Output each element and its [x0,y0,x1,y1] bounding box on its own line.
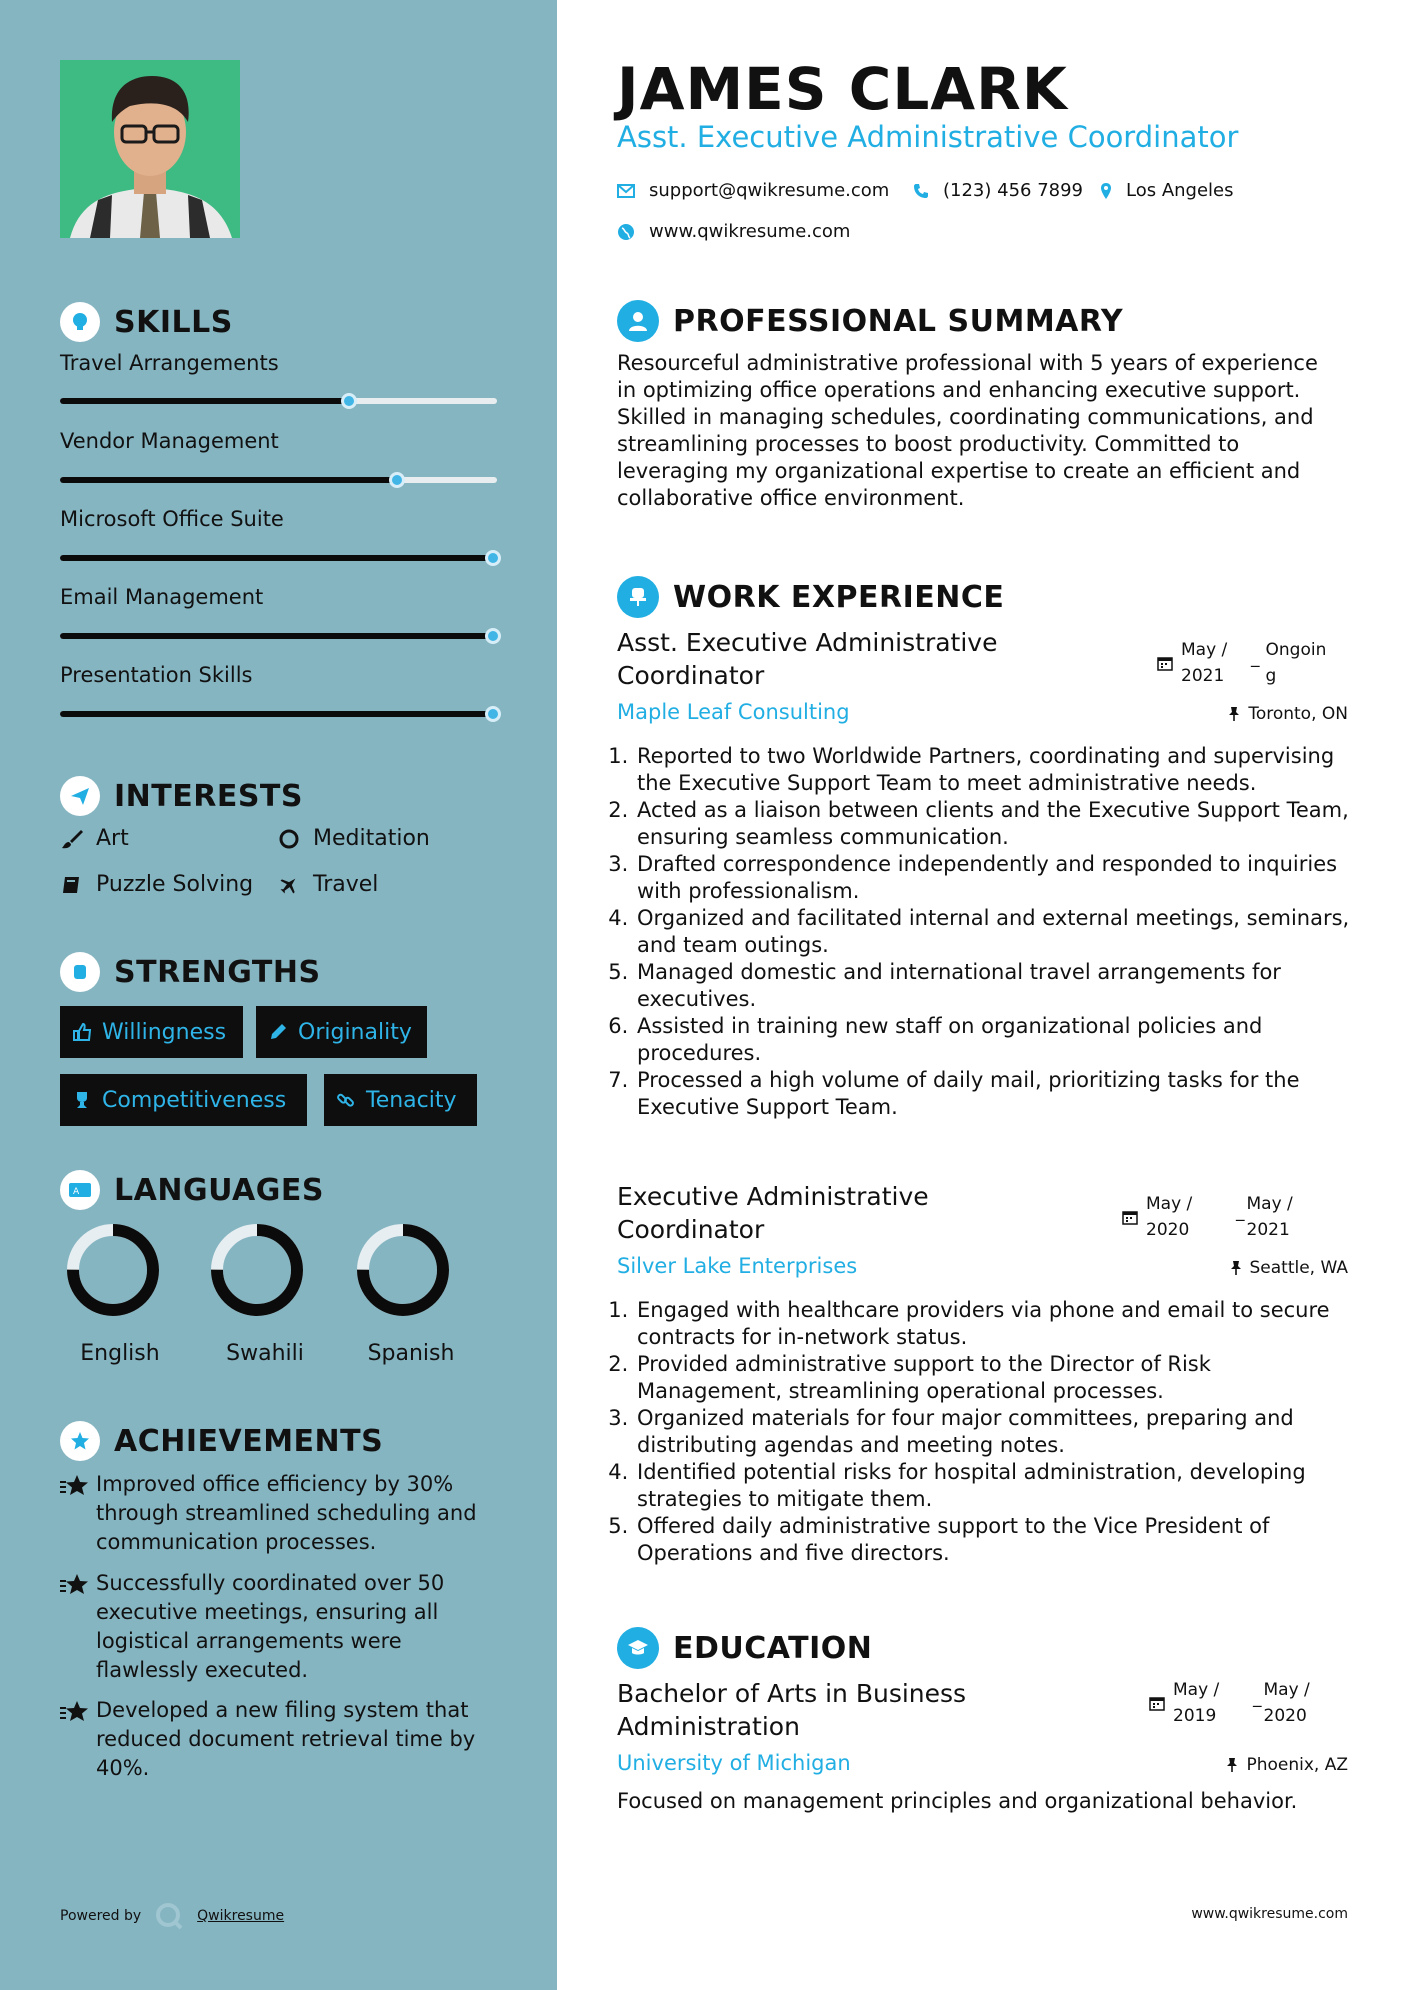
globe-icon [617,223,635,241]
duty-item: 2. Provided administrative support to the Director of Risk Management, streamlining operational processes. [635,1351,1357,1405]
star-badge-icon [60,1421,100,1461]
experience-header [617,575,1004,619]
skill-knob [485,550,501,566]
duty-item: 1. Reported to two Worldwide Partners, coordinating and supervising the Executive Support Team to meet administrative needs. [635,743,1357,797]
achievement-item [60,1696,500,1783]
pushpin-icon [1228,706,1240,722]
skill-label: Presentation Skills [60,663,253,687]
education-description: Focused on management principles and organizational behavior. [617,1789,1298,1813]
language-ring [202,1215,312,1329]
pushpin-icon [1230,1260,1242,1276]
contact-phone[interactable] [913,180,1083,201]
candidate-name: JAMES CLARK [617,55,1068,123]
powered-by-text: Powered by [60,1908,142,1924]
trophy-icon [72,1090,92,1110]
summary-title: PROFESSIONAL SUMMARY [673,303,1124,339]
skill-label: Travel Arrangements [60,351,279,375]
job-location [1230,1258,1349,1278]
education-degree: Bachelor of Arts in Business Administration [617,1679,967,1741]
skill-knob [485,628,501,644]
interest-label: Travel [313,872,379,897]
duty-item: 4. Organized and facilitated internal and external meetings, seminars, and team outings. [635,905,1357,959]
achievements-title: ACHIEVEMENTS [114,1423,384,1459]
job-location [1228,704,1348,724]
strength-label: Originality [298,1019,412,1045]
language-ring-graphic [58,1215,168,1325]
contact-website-text: www.qwikresume.com [649,221,851,242]
duty-item: 3. Drafted correspondence independently and responded to inquiries with professionalism. [635,851,1357,905]
skill-label: Microsoft Office Suite [60,507,284,531]
skill-bar [60,555,497,561]
duty-item: 7. Processed a high volume of daily mail, prioritizing tasks for the Executive Support Team. [635,1067,1357,1121]
job-start-date: May / 2020 [1146,1194,1193,1240]
job-dates [1157,637,1338,689]
education-header [617,1626,872,1670]
footer-website-link[interactable]: www.qwikresume.com [1191,1906,1348,1922]
languages-header [60,1168,324,1212]
duty-item: 3. Organized materials for four major committees, preparing and distributing agendas and meeting notes. [635,1405,1357,1459]
candidate-title: Asst. Executive Administrative Coordinator [617,120,1239,154]
contact-email-text: support@qwikresume.com [649,180,890,201]
language-card-icon [60,1170,100,1210]
skill-knob [389,472,405,488]
summary-header [617,299,1123,343]
education-title: EDUCATION [673,1630,873,1666]
strength-tag [256,1006,427,1058]
education-dates [1149,1677,1324,1729]
experience-title: WORK EXPERIENCE [673,579,1005,615]
interest-label: Puzzle Solving [96,872,254,897]
duty-item: 6. Assisted in training new staff on organizational policies and procedures. [635,1013,1357,1067]
skill-label: Email Management [60,585,264,609]
contact-email[interactable] [617,180,889,201]
interest-item [277,826,430,851]
star-icon [60,1470,96,1557]
interest-label: Meditation [313,826,430,851]
phone-icon [913,183,929,199]
lightbulb-icon [60,302,100,342]
achievement-text: Developed a new filing system that reduced document retrieval time by 40%. [96,1698,476,1780]
svg-text:A: A [73,1187,80,1197]
graduation-icon [617,1627,659,1669]
user-icon [617,300,659,342]
brush-icon [60,827,84,851]
job-end-date: May / 2021 [1246,1194,1293,1240]
education-school: University of Michigan [617,1751,851,1775]
plane-icon [277,873,301,897]
interest-item [60,872,253,897]
skill-label: Vendor Management [60,429,279,453]
job-dates [1122,1191,1307,1243]
job-duties [617,743,1357,1121]
skill-knob [341,393,357,409]
languages-title: LANGUAGES [114,1172,324,1208]
achievements-header [60,1419,383,1463]
language-label: English [80,1341,160,1366]
job-location-text: Toronto, ON [1248,704,1348,724]
language-label: Spanish [367,1341,455,1366]
interests-header [60,774,303,818]
job-company: Silver Lake Enterprises [617,1254,858,1278]
skill-bar [60,711,497,717]
interest-item [60,826,129,851]
calendar-icon [1149,1693,1165,1719]
strength-label: Tenacity [366,1087,457,1113]
job-end-date: Ongoin g [1265,640,1327,686]
date-separator: _ [1251,648,1260,668]
calendar-icon [1157,653,1173,679]
skill-bar [60,633,497,639]
date-separator: _ [1253,1688,1262,1708]
achievement-text: Improved office efficiency by 30% through streamlined scheduling and communication processes. [96,1472,477,1554]
duty-item: 4. Identified potential risks for hospital administration, developing strategies to mitigate them. [635,1459,1357,1513]
education-location [1226,1755,1348,1775]
job-role: Asst. Executive Administrative Coordinator [617,628,998,690]
date-separator: _ [1236,1202,1245,1222]
strength-label: Competitiveness [102,1087,287,1113]
duty-item: 5. Managed domestic and international travel arrangements for executives. [635,959,1357,1013]
education-start-date: May / 2019 [1173,1680,1220,1726]
envelope-icon [617,184,635,198]
duty-item: 2. Acted as a liaison between clients and the Executive Support Team, ensuring seamless communication. [635,797,1357,851]
strength-tag [324,1074,477,1126]
interest-item [277,872,378,897]
duty-item: 5. Offered daily administrative support to the Vice President of Operations and five directors. [635,1513,1357,1567]
profile-photo [60,60,240,238]
qwikresume-logo-icon [155,1902,183,1930]
education-end-date: May / 2020 [1263,1680,1310,1726]
summary-text: Resourceful administrative professional with 5 years of experience in optimizing office operations and enhancing executive support. Skilled in managing schedules, coordinating communications, and streamlining processes to boost productivity. Committed to leveraging my organizational expertise to create an efficient and collaborative office environment. [617,351,1318,510]
strengths-title: STRENGTHS [114,954,321,990]
map-pin-icon [1100,182,1112,200]
achievement-item [60,1470,500,1557]
thumbs-up-icon [72,1022,92,1042]
calendar-icon [1122,1207,1138,1233]
job-start-date: May / 2021 [1181,640,1228,686]
pencil-icon [268,1022,288,1042]
language-label: Swahili [226,1341,304,1366]
language-ring-graphic [348,1215,458,1325]
language-ring-graphic [202,1215,312,1325]
office-chair-icon [617,576,659,618]
skill-bar [60,477,497,483]
education-location-text: Phoenix, AZ [1246,1755,1348,1775]
achievement-text: Successfully coordinated over 50 executive meetings, ensuring all logistical arrangements were flawlessly executed. [96,1571,445,1682]
circle-icon [277,827,301,851]
interest-label: Art [96,826,129,851]
job-company: Maple Leaf Consulting [617,700,850,724]
contact-location [1100,180,1234,201]
link-icon [336,1090,356,1110]
contact-location-text: Los Angeles [1126,180,1234,201]
strength-tag [60,1006,243,1058]
contact-phone-text: (123) 456 7899 [943,180,1084,201]
skill-bar [60,398,497,404]
job-location-text: Seattle, WA [1249,1258,1348,1278]
strengths-header [60,950,321,994]
strength-tag [60,1074,307,1126]
skills-title: SKILLS [114,304,233,340]
duty-item: 1. Engaged with healthcare providers via phone and email to secure contracts for in-network status. [635,1297,1357,1351]
powered-by [60,1902,284,1930]
job-duties [617,1297,1357,1567]
language-ring [58,1215,168,1329]
star-icon [60,1696,96,1783]
strength-label: Willingness [102,1019,227,1045]
job-role: Executive Administrative Coordinator [617,1182,929,1244]
achievement-item [60,1569,500,1685]
powered-by-brand-link[interactable]: Qwikresume [197,1908,285,1924]
contact-website[interactable] [617,221,850,242]
book-icon [60,873,84,897]
star-icon [60,1569,96,1685]
sidebar [0,0,557,1990]
skills-header [60,300,233,344]
skill-knob [485,706,501,722]
fist-icon [60,952,100,992]
interests-title: INTERESTS [114,778,303,814]
paper-plane-icon [60,776,100,816]
pushpin-icon [1226,1757,1238,1773]
language-ring [348,1215,458,1329]
